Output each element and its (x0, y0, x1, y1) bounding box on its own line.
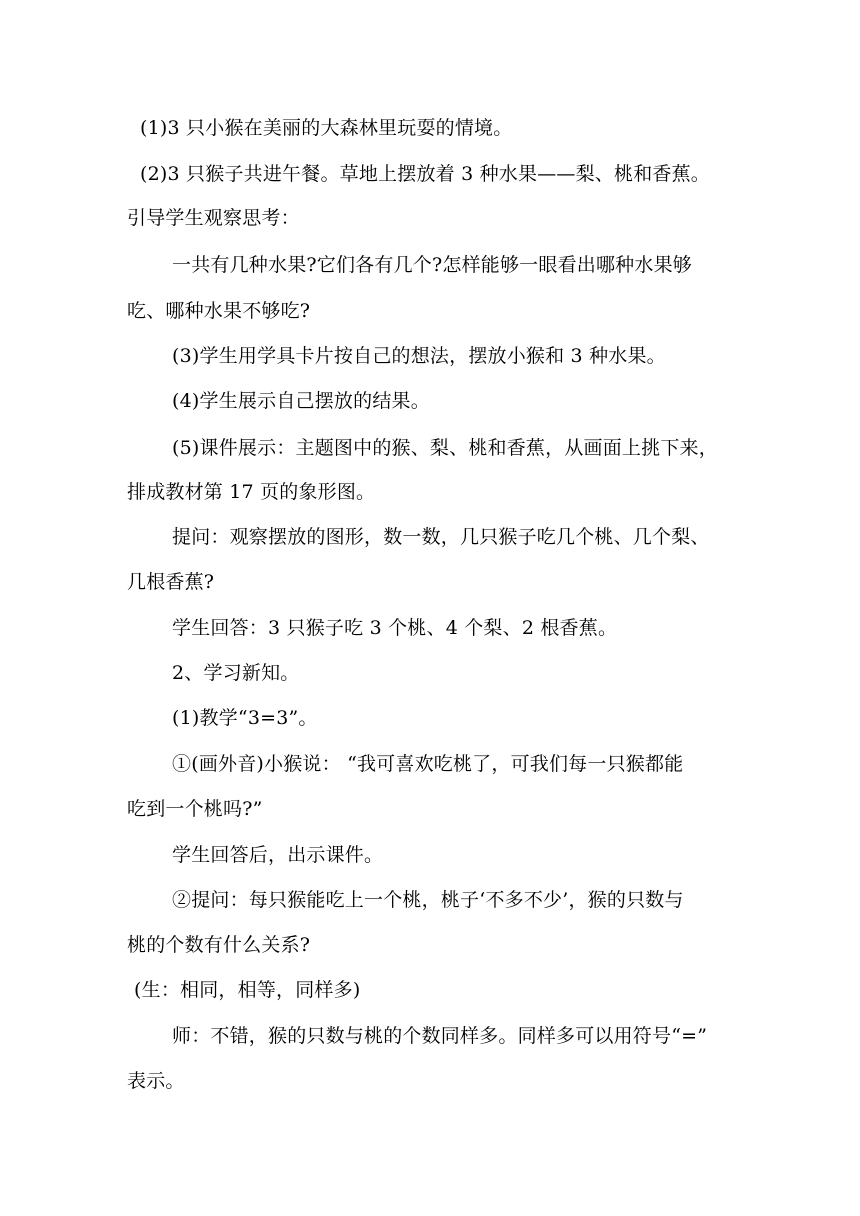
paragraph-line-14: (1)教学“3=3”。 (172, 707, 318, 729)
paragraph-line-12: 学生回答：3 只猴子吃 3 个桃、4 个梨、2 根香蕉。 (172, 617, 618, 639)
paragraph-line-10: 提问：观察摆放的图形，数一数，几只猴子吃几个桃、几个梨、 (172, 526, 710, 548)
paragraph-line-17: 学生回答后，出示课件。 (172, 844, 384, 866)
paragraph-line-19: 桃的个数有什么关系? (127, 934, 311, 956)
paragraph-line-1: (1)3 只小猴在美丽的大森林里玩耍的情境。 (140, 117, 513, 139)
paragraph-line-13: 2、学习新知。 (172, 662, 300, 684)
paragraph-line-6: (3)学生用学具卡片按自己的想法，摆放小猴和 3 种水果。 (172, 345, 666, 367)
paragraph-line-4: 一共有几种水果?它们各有几个?怎样能够一眼看出哪种水果够 (172, 254, 692, 276)
paragraph-line-3: 引导学生观察思考： (127, 207, 300, 229)
paragraph-line-15: ①(画外音)小猴说： “我可喜欢吃桃了，可我们每一只猴都能 (172, 753, 684, 775)
paragraph-line-22: 表示。 (127, 1070, 185, 1092)
paragraph-line-5: 吃、哪种水果不够吃? (127, 300, 311, 322)
paragraph-line-18: ②提问：每只猴能吃上一个桃，桃子‘不多不少’，猴的只数与 (172, 889, 684, 911)
paragraph-line-2: (2)3 只猴子共进午餐。草地上摆放着 3 种水果——梨、桃和香蕉。 (140, 163, 711, 185)
paragraph-line-20: (生：相同，相等，同样多) (134, 979, 361, 1001)
paragraph-line-16: 吃到一个桃吗?” (127, 798, 263, 820)
paragraph-line-7: (4)学生展示自己摆放的结果。 (172, 390, 430, 412)
paragraph-line-8: (5)课件展示：主题图中的猴、梨、桃和香蕉，从画面上挑下来， (172, 437, 718, 459)
paragraph-line-11: 几根香蕉? (127, 571, 215, 593)
paragraph-line-21: 师：不错，猴的只数与桃的个数同样多。同样多可以用符号“=” (172, 1025, 708, 1047)
paragraph-line-9: 排成教材第 17 页的象形图。 (127, 481, 376, 503)
